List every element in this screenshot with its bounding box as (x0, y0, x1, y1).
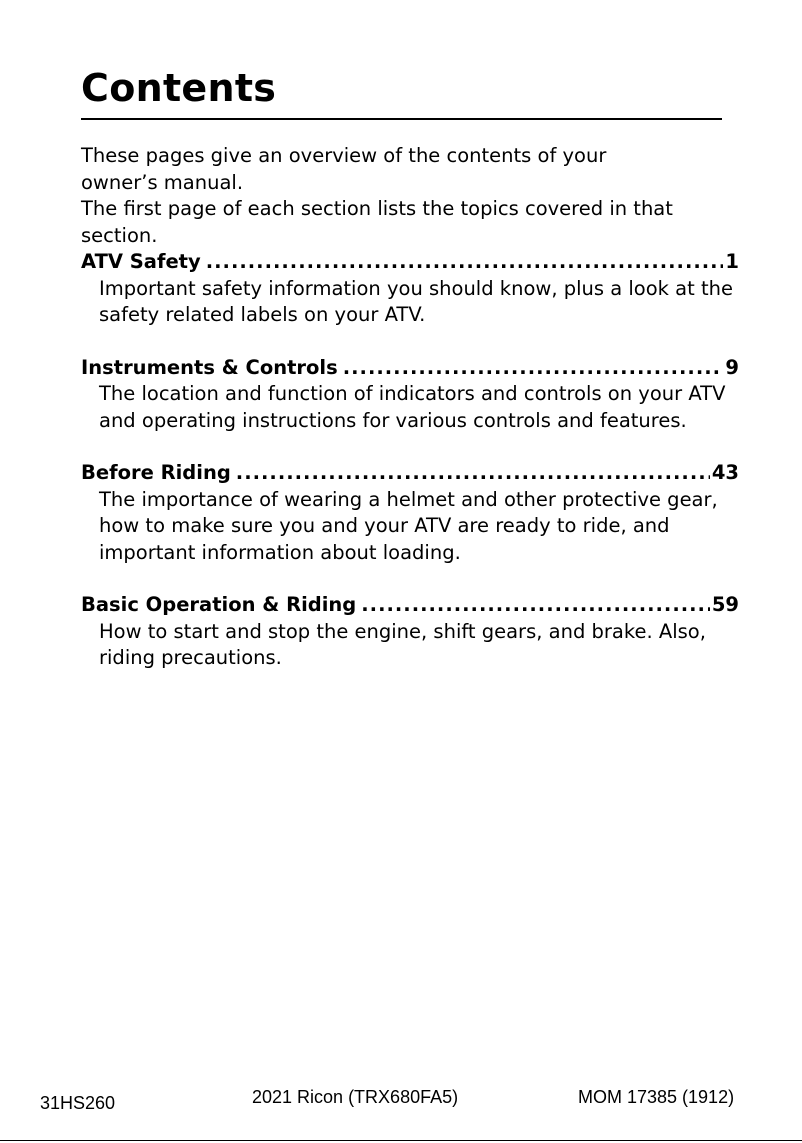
toc-heading[interactable] (81, 592, 739, 619)
title-divider (81, 118, 722, 120)
table-of-contents (81, 249, 739, 698)
toc-description: How to start and stop the engine, shift gears, and brake. Also, riding precautions. (99, 619, 706, 669)
footer-doc-code: 31HS260 (40, 1093, 116, 1113)
footer-model: 2021 Ricon (TRX680FA5) (252, 1087, 459, 1107)
toc-heading[interactable] (81, 249, 739, 276)
toc-heading[interactable] (81, 355, 739, 382)
dot-leader (361, 592, 710, 619)
toc-description: The importance of wearing a helmet and other protective gear, how to make sure you and your ATV are ready to ride, and important information about loading. (99, 487, 718, 564)
intro-text (81, 143, 741, 249)
toc-description: The location and function of indicators and controls on your ATV and operating instructions for various controls and features. (99, 382, 726, 432)
toc-entry-before-riding[interactable] (81, 460, 739, 566)
toc-page-number[interactable]: 43 (711, 461, 739, 484)
toc-title[interactable]: ATV Safety (81, 250, 201, 273)
page-title: Contents (81, 66, 277, 110)
footer-manual-id: MOM 17385 (1912) (578, 1087, 735, 1107)
intro-line-1: These pages give an overview of the contents of your owner’s manual. (81, 144, 607, 194)
intro-line-2: The first page of each section lists the topics covered in that section. (81, 197, 673, 247)
toc-entry-instruments-controls[interactable] (81, 355, 739, 435)
page-bottom-rule (0, 1140, 802, 1141)
toc-entry-atv-safety[interactable] (81, 249, 739, 329)
toc-title[interactable]: Instruments & Controls (81, 355, 338, 379)
toc-title[interactable]: Basic Operation & Riding (81, 593, 357, 616)
dot-leader (206, 249, 724, 276)
toc-page-number[interactable]: 59 (711, 593, 739, 616)
toc-title[interactable]: Before Riding (81, 461, 231, 484)
toc-page-number[interactable]: 9 (725, 355, 739, 379)
toc-description: Important safety information you should know, plus a look at the safety related labels on your ATV. (99, 276, 733, 326)
dot-leader (343, 355, 724, 382)
toc-page-number[interactable]: 1 (725, 250, 739, 273)
toc-entry-basic-operation-riding[interactable] (81, 592, 739, 672)
toc-heading[interactable] (81, 460, 739, 487)
dot-leader (236, 460, 710, 487)
